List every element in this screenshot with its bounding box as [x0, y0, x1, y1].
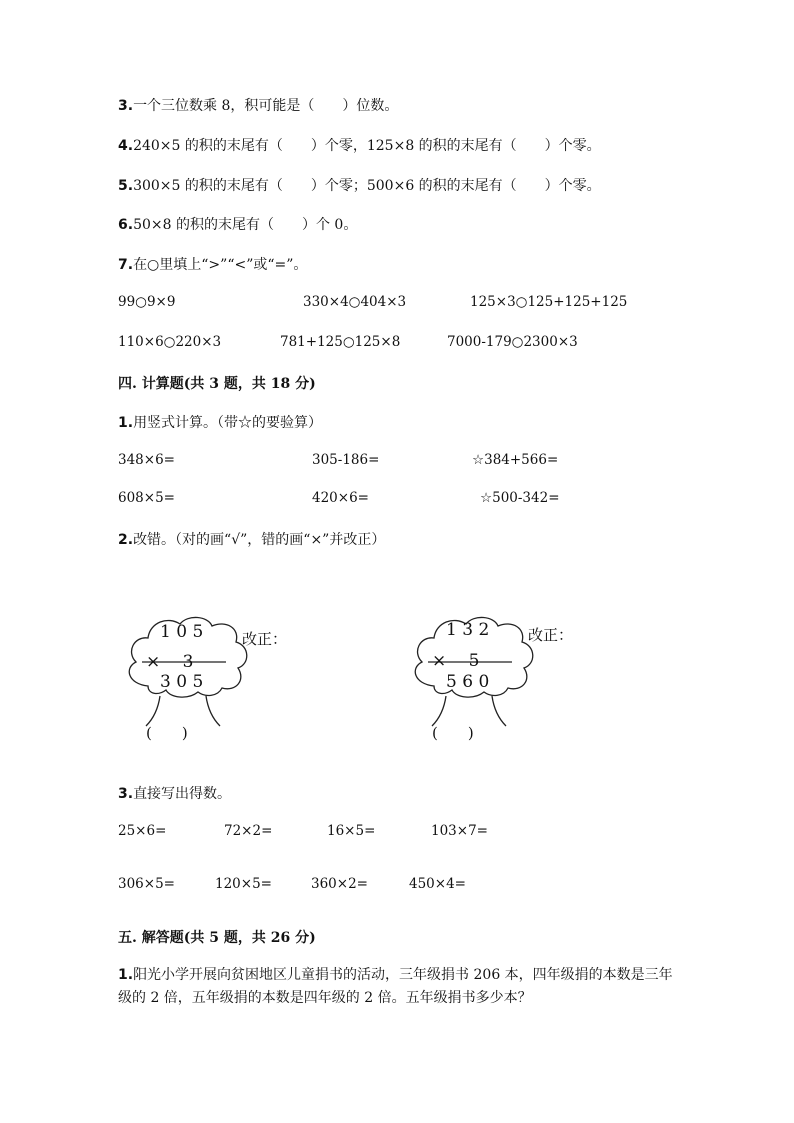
oral-item: 16×5= — [327, 823, 376, 839]
oral-item: 103×7= — [431, 823, 488, 839]
calc-item: 348×6= — [118, 452, 175, 468]
compare-item: 125×3○125+125+125 — [470, 294, 628, 310]
question-4 — [118, 136, 601, 156]
question-number: 3. — [118, 786, 134, 802]
question-text: 50×8 的积的末尾有（ ）个 0。 — [133, 217, 358, 233]
answer-parentheses: ( ) — [146, 724, 188, 742]
calc-item: 420×6= — [312, 490, 369, 506]
calc-item: ☆500-342= — [480, 490, 560, 506]
question-text: 在○里填上“>”“<”或“=”。 — [133, 257, 308, 273]
compare-item: 330×4○404×3 — [303, 294, 407, 310]
compare-row-1 — [0, 294, 794, 314]
compare-row-2 — [0, 334, 794, 354]
question-text: 300×5 的积的末尾有（ ）个零；500×6 的积的末尾有（ ）个零。 — [133, 178, 601, 194]
tree-product: 3 0 5 — [160, 672, 204, 692]
question-number: 5. — [118, 178, 134, 194]
question-text: 240×5 的积的末尾有（ ）个零，125×8 的积的末尾有（ ）个零。 — [133, 138, 601, 154]
calc-row-2 — [0, 490, 794, 510]
question-number: 1. — [118, 967, 134, 983]
question-number: 2. — [118, 532, 134, 548]
oral-item: 360×2= — [311, 876, 368, 892]
tree-product: 5 6 0 — [446, 672, 490, 692]
question-7 — [118, 255, 307, 275]
compare-item: 110×6○220×3 — [118, 334, 222, 350]
oral-row-1 — [0, 823, 794, 843]
tree-multiplicand: 1 3 2 — [446, 620, 490, 640]
calc-item: 305-186= — [312, 452, 380, 468]
calc-question-3 — [118, 784, 231, 804]
question-text: 直接写出得数。 — [133, 786, 232, 802]
correction-tree-1 — [118, 612, 318, 748]
oral-row-2 — [0, 876, 794, 896]
calc-item: ☆384+566= — [472, 452, 559, 468]
oral-item: 72×2= — [224, 823, 273, 839]
question-text: 用竖式计算。（带☆的要验算） — [133, 415, 323, 431]
question-number: 4. — [118, 138, 134, 154]
question-number: 6. — [118, 217, 134, 233]
oral-item: 25×6= — [118, 823, 167, 839]
question-text: 改错。（对的画“√”，错的画“×”并改正） — [133, 532, 386, 548]
tree-multiplicand: 1 0 5 — [160, 622, 204, 642]
tree-multiplier: × 3 — [146, 652, 194, 672]
question-3 — [118, 96, 398, 116]
question-number: 3. — [118, 98, 134, 114]
section-title: 五. 解答题(共 5 题，共 26 分) — [118, 930, 316, 946]
question-text: 一个三位数乘 8，积可能是（ ）位数。 — [133, 98, 399, 114]
question-number: 1. — [118, 415, 134, 431]
tree-multiplier: × 5 — [432, 651, 480, 671]
calc-question-1 — [118, 413, 322, 433]
question-5 — [118, 176, 601, 196]
question-number: 7. — [118, 257, 134, 273]
question-text: 阳光小学开展向贫困地区儿童捐书的活动，三年级捐书 206 本，四年级捐的本数是三年级的 2 倍，五年级捐的本数是四年级的 2 倍。五年级捐书多少本？ — [118, 967, 673, 1006]
section-title: 四. 计算题(共 3 题，共 18 分) — [118, 376, 316, 392]
question-6 — [118, 215, 357, 235]
word-problem-1 — [118, 964, 678, 1010]
compare-item: 781+125○125×8 — [280, 334, 401, 350]
correction-tree-2 — [404, 608, 624, 748]
calc-item: 608×5= — [118, 490, 175, 506]
calc-row-1 — [0, 452, 794, 472]
calc-question-2 — [118, 530, 385, 550]
compare-item: 99○9×9 — [118, 294, 176, 310]
correction-label: 改正： — [242, 630, 288, 648]
oral-item: 306×5= — [118, 876, 175, 892]
oral-item: 120×5= — [215, 876, 272, 892]
oral-item: 450×4= — [409, 876, 466, 892]
correction-label: 改正： — [528, 626, 574, 644]
compare-item: 7000-179○2300×3 — [447, 334, 578, 350]
answer-parentheses: ( ) — [432, 724, 474, 742]
